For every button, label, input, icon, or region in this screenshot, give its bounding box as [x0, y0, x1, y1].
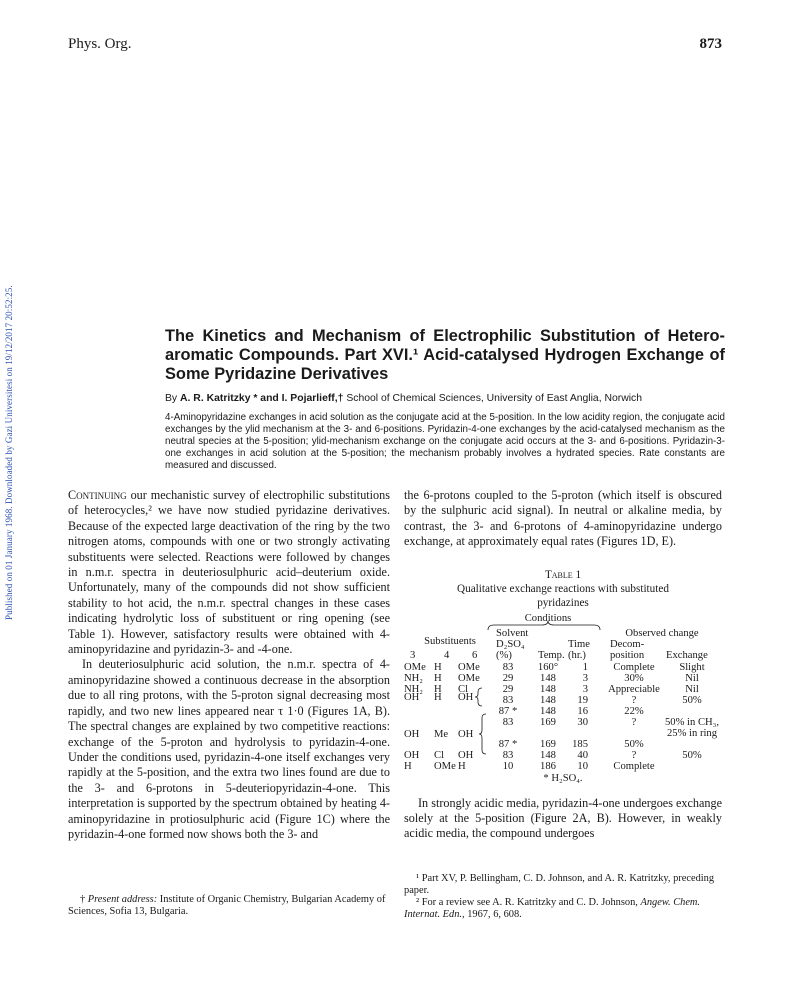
- affiliation: School of Chemical Sciences, University of East Anglia, Norwich: [346, 393, 643, 404]
- table-caption-line-2: pyridazines: [537, 596, 589, 609]
- table-rows: [404, 662, 719, 772]
- table-cell-decomp: ?: [631, 694, 637, 706]
- author-names: A. R. Katritzky * and I. Pojarlieff,†: [180, 393, 344, 404]
- sub-4-heading: 4: [444, 649, 450, 661]
- page-number: 873: [699, 36, 722, 52]
- temp-heading: Temp.: [538, 649, 565, 661]
- table-cell-temp: 160°: [537, 661, 559, 673]
- footnote-2-journal: Angew. Chem. Internat. Edn.: [404, 897, 701, 920]
- byline-prefix: By: [165, 393, 178, 404]
- table-cell-decomp: 22%: [624, 705, 644, 717]
- present-address-label: Present address:: [87, 894, 158, 905]
- decomposition-position-heading: position: [610, 649, 645, 661]
- table-cell-decomp: Complete: [613, 661, 655, 673]
- table-cell-temp: 186: [540, 760, 556, 772]
- table-footnote: * H₂SO₄.: [543, 772, 583, 784]
- table-cell-temp: 148: [540, 694, 556, 706]
- observed-change-heading: Observed change: [625, 627, 699, 639]
- table-cell-s4: H: [434, 683, 442, 695]
- table-cell-s4: OMe: [434, 760, 456, 772]
- table-cell-s4: H: [434, 672, 442, 684]
- article-title: The Kinetics and Mechanism of Electrophilic Substitution of Hetero-aromatic Compounds. Part XVI.¹ Acid-catalysed Hydrogen Exchange of Some Pyridazine Derivatives: [165, 327, 725, 383]
- table-cell-s6: Cl: [458, 683, 469, 695]
- footnote-right: [404, 873, 722, 921]
- left-paragraph-1: [68, 488, 390, 657]
- table-cell-s4: H: [434, 661, 442, 673]
- table-cell-exch: Nil: [685, 683, 699, 695]
- exchange-heading: Exchange: [666, 649, 708, 661]
- table-cell-temp: 148: [540, 705, 556, 717]
- left-paragraph-1-text: our mechanistic survey of electrophilic substitutions of heterocycles,² we have now studied pyridazine derivatives. Because of the expected large deactivation of the ring by the two nitrogen atoms, compounds with one or two strongly activating substituents were selected. Reactions were followed by changes in n.m.r. spectra in deuteriosulphuric acid–deuterium oxide. Unfortunately, many of the compounds did not show sufficient stability to hot acid, the n.m.r. spectral changes in these cases indicating hydrolytic loss of substituent or ring opening (see Table 1). However, satisfactory results were obtained with 4-aminopyridazine and pyridazin-3- and -4-one.: [68, 488, 390, 657]
- sub-3-heading: 3: [410, 649, 416, 661]
- group-b-sub-3: OH: [404, 728, 420, 740]
- byline: [165, 392, 725, 405]
- time-unit-heading: (hr.): [568, 649, 586, 661]
- table-cell-time: 3: [582, 683, 588, 695]
- table-cell-temp: 169: [540, 738, 556, 750]
- solvent-heading: Solvent: [496, 627, 529, 639]
- footnote-left: [68, 894, 390, 918]
- table-cell-exch: Slight: [679, 661, 705, 673]
- table-cell-decomp: 50%: [624, 738, 644, 750]
- table-cell-time: 40: [577, 749, 588, 761]
- solvent-d2so4-heading: D₂SO₄: [496, 638, 525, 650]
- group-a-sub-4: H: [434, 691, 442, 703]
- table-cell-time: 3: [582, 672, 588, 684]
- table-cell-decomp: Appreciable: [608, 683, 660, 695]
- group-b-sub-6: OH: [458, 728, 474, 740]
- table-cell-s6: OH: [458, 749, 474, 761]
- table-cell-s3: NH₂: [404, 672, 423, 684]
- footnote-2-pre: ² For a review see A. R. Katritzky and C. D. Johnson,: [416, 897, 638, 908]
- table-cell-s4: Cl: [434, 749, 445, 761]
- right-column: [404, 488, 722, 842]
- table-cell-solv: 29: [502, 672, 514, 684]
- download-notice[interactable]: Published on 01 January 1968. Downloaded by Gazi Universitesi on 19/12/2017 20:52:25.: [4, 285, 14, 620]
- table-cell-s3: NH₂: [404, 683, 423, 695]
- time-heading: Time: [568, 638, 590, 650]
- substituents-heading: Substituents: [424, 635, 476, 647]
- conditions-heading: Conditions: [524, 612, 572, 624]
- table-cell-solv: 83: [502, 661, 514, 673]
- table-cell-solv: 83: [502, 694, 514, 706]
- table-cell-s3: H: [404, 760, 412, 772]
- footnote-2: [404, 897, 722, 921]
- group-a-sub-6: OH: [458, 691, 474, 703]
- abstract: 4-Aminopyridazine exchanges in acid solution as the conjugate acid at the 5-position. In the low acidity region, the conjugate acid exchanges by the ylid mechanism at the 3- and 6-positions. Pyridazin-4-one exchanges by the acid-catalysed mechanism as the neutral species at the 5-position; ylid-mechanism exchange on the conjugate acid occurs at the 3- and 6-positions. Pyridazin-3-one exchanges in acid solution at the 5-position; the mechanism probably involves a hydrated species. Rate constants are measured and discussed.: [165, 412, 725, 471]
- table-cell-time: 10: [577, 760, 588, 772]
- table-cell-s6: OMe: [458, 661, 480, 673]
- table-cell-solv: 83: [502, 749, 514, 761]
- table-cell-s3: OH: [404, 749, 420, 761]
- journal-name: Phys. Org.: [68, 36, 132, 52]
- table-cell-solv: 10: [502, 760, 514, 772]
- right-paragraph-2: In strongly acidic media, pyridazin-4-one undergoes exchange solely at the 5-position (Figure 2A, B). However, in weakly acidic media, the compound undergoes: [404, 795, 723, 841]
- table-cell-solv: 87 *: [498, 705, 518, 717]
- table-cell-time: 19: [577, 694, 588, 706]
- left-column: [68, 488, 390, 842]
- table-cell-solv: 83: [502, 716, 514, 728]
- table-cell-temp: 148: [540, 683, 556, 695]
- table-cell-temp: 148: [540, 749, 556, 761]
- table-cell-exch: Nil: [685, 672, 699, 684]
- lead-word: Continuing: [68, 488, 127, 502]
- solvent-percent-heading: (%): [496, 649, 512, 661]
- footnote-1: ¹ Part XV, P. Bellingham, C. D. Johnson, and A. R. Katritzky, preceding paper.: [404, 873, 715, 896]
- table-cell-time: 30: [577, 716, 588, 728]
- table-cell-decomp: 30%: [624, 672, 644, 684]
- table-label: Table 1: [544, 568, 582, 581]
- decomposition-heading: Decom-: [610, 638, 645, 650]
- table-cell-decomp: ?: [631, 716, 637, 728]
- table-caption-line-1: Qualitative exchange reactions with substituted: [457, 582, 669, 595]
- table-cell-decomp: Complete: [613, 760, 655, 772]
- table-cell-time: 1: [582, 661, 588, 673]
- sub-6-heading: 6: [472, 649, 478, 661]
- table-cell-s6: OMe: [458, 672, 480, 684]
- right-paragraph-1: the 6-protons coupled to the 5-proton (which itself is obscured by the sulphuric acid signal). In neutral or alkaline media, by contrast, the 3- and 6-protons of 4-aminopyridazine undergo exchange, at approximately equal rates (Figures 1D, E).: [404, 488, 722, 549]
- table-cell-exch: 50%: [682, 749, 702, 761]
- table-cell-temp: 148: [540, 672, 556, 684]
- table-cell-solv: 29: [502, 683, 514, 695]
- table-cell-time: 16: [577, 705, 588, 717]
- footnote-present-address-text: † Present address: Institute of Organic Chemistry, Bulgarian Academy of Sciences, Sofia 13, Bulgaria.: [68, 894, 386, 917]
- table-cell-decomp: ?: [631, 749, 637, 761]
- group-a-sub-3: OH: [404, 691, 420, 703]
- table-cell-exch: 50%: [682, 694, 702, 706]
- table-cell-solv: 87 *: [498, 738, 518, 750]
- left-paragraph-2: In deuteriosulphuric acid solution, the n.m.r. spectra of 4-aminopyridazine showed a continuous decrease in the absorption due to all ring protons, with the 5-proton signal decreasing most rapidly, and two new lines appeared near τ 1·0 (Figures 1A, B). The spectral changes are explained by two competitive reactions: exchange of the 5-proton and hydrolysis to pyridazin-4-one. Under the conditions used, pyridazin-4-one itself exchanges very rapidly at the 5-position, and the extra two lines found are due to the 3- and 6-protons in 5-deuteriopyridazin-4-one. This interpretation is supported by the spectrum obtained by heating 4-aminopyridazine in protiosulphuric acid (Figure 1C) where the pyridazin-4-one formed now shows both the 3- and: [68, 657, 390, 841]
- table-cell-s6: H: [458, 760, 466, 772]
- table-cell-time: 185: [572, 738, 588, 750]
- footnote-present-address: [68, 894, 390, 918]
- table-cell-exch: 50% in CH₃,: [664, 716, 720, 728]
- table-cell-temp: 169: [540, 716, 556, 728]
- footnote-2-post: , 1967, 6, 608.: [462, 909, 522, 920]
- table-cell-s3: OMe: [404, 661, 426, 673]
- table-cell-exch: 25% in ring: [666, 727, 718, 739]
- group-b-sub-4: Me: [434, 728, 449, 740]
- table-1: [404, 610, 722, 784]
